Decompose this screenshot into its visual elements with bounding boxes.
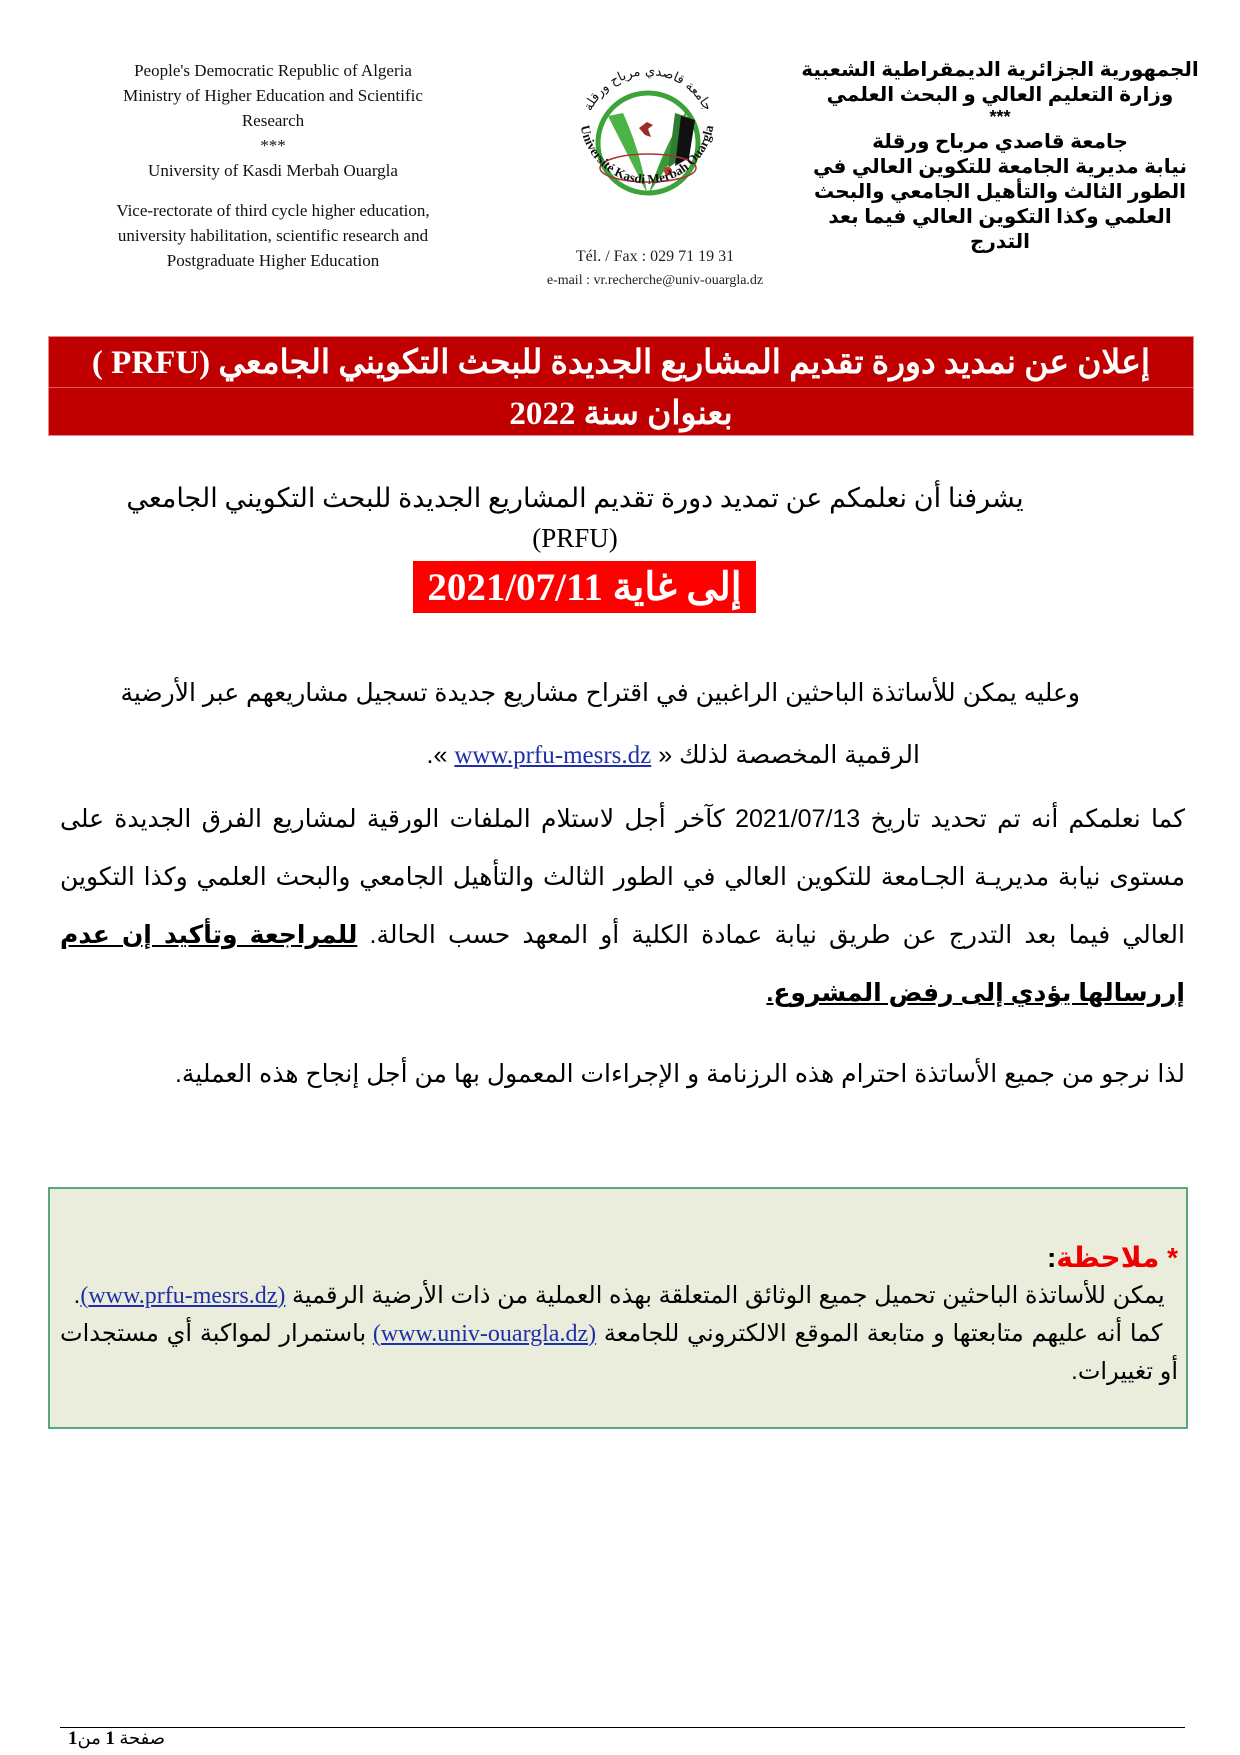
svg-text:Université Kasdi Merbah Ouargl: Université Kasdi Merbah Ouargla (577, 123, 717, 187)
page-number: صفحة 1 من1 (68, 1728, 166, 1749)
paragraph-paper-deadline (60, 790, 1185, 1022)
paragraph-warning: للمراجعة وتأكيد إن عدم إررسالها يؤدي إلى رفض المشروع. (60, 921, 1185, 1007)
note-university-link[interactable]: (www.univ-ouargla.dz) (372, 1321, 597, 1347)
paragraph-paper-deadline-text: كما نعلمكم أنه تم تحديد تاريخ 2021/07/13 كآخر أجل لاستلام الملفات الورقية لمشاريع الفرق الجديدة على مستوى نيابة مديريـة الجـامعة للتكوين العالي في الطور الثالث والتأهيل الجامعي والبحث العلمي وكذا التكوين العالي فيما بعد التدرج عن طريق نيابة عمادة الكلية أو المعهد حسب الحالة. (60, 805, 1185, 949)
announcement-title-line1: إعلان عن نمديد دورة تقديم المشاريع الجديدة للبحث التكويني الجامعي (PRFU ) (91, 345, 1151, 381)
department-en-1: Vice-rectorate of third cycle higher education, (116, 201, 430, 220)
university-name-en: University of Kasdi Merbah Ouargla (148, 161, 398, 180)
paragraph-request: لذا نرجو من جميع الأساتذة احترام هذه الرزنامة و الإجراءات المعمول بها من أجل إنجاح هذه العملية. (174, 1060, 1185, 1088)
deadline-badge: إلى غاية 2021/07/11 (413, 561, 756, 613)
paragraph-platform (75, 662, 1080, 787)
footer-divider (60, 1727, 1185, 1728)
university-logo (563, 58, 733, 218)
logo-emblem-icon (563, 58, 733, 218)
prfu-platform-link[interactable]: www.prfu-mesrs.dz (454, 742, 652, 769)
note-line1: يمكن للأساتذة الباحثين تحميل جميع الوثائق المتعلقة بهذه العملية من ذات الأرضية الرقمية (www.prfu-mesrs.dz). (73, 1282, 1165, 1309)
paragraph-platform-line2: الرقمية المخصصة لذلك « www.prfu-mesrs.dz ». (426, 741, 920, 769)
department-ar-3: العلمي وكذا التكوين العالي فيما بعد التدرج (828, 206, 1172, 253)
announcement-title-banner (48, 336, 1194, 436)
ministry-name-en-1: Ministry of Higher Education and Scientific (123, 86, 423, 105)
note-box (48, 1187, 1188, 1429)
department-en-2: university habilitation, scientific research and (117, 226, 429, 245)
note-title: * ملاحظة: (1046, 1242, 1178, 1273)
country-name-ar: الجمهورية الجزائرية الديمقراطية الشعبية (801, 59, 1199, 81)
department-ar-1: نيابة مديرية الجامعة للتكوين العالي في (813, 156, 1187, 178)
university-name-ar: جامعة قاصدي مرباح ورقلة (872, 131, 1128, 153)
separator-stars-ar: *** (989, 107, 1011, 127)
ministry-name-en-2: Research (241, 111, 305, 130)
country-name-en: People's Democratic Republic of Algeria (134, 61, 412, 80)
contact-info (505, 245, 805, 293)
email-address: e-mail : vr.recherche@univ-ouargla.dz (546, 273, 764, 288)
department-en-3: Postgraduate Higher Education (166, 251, 380, 270)
paragraph-platform-line1: وعليه يمكن للأساتذة الباحثين الراغبين في اقتراح مشاريع جديدة تسجيل مشاريعهم عبر الأرضية (120, 679, 1080, 707)
phone-fax: Tél. / Fax : 029 71 19 31 (575, 248, 735, 265)
note-body (60, 1239, 1178, 1391)
svg-text:جامعة قاصدي مرباح ورقلة: جامعة قاصدي مرباح ورقلة (580, 63, 715, 114)
header-arabic (800, 58, 1200, 255)
note-line2: كما أنه عليهم متابعتها و متابعة الموقع الالكتروني للجامعة (www.univ-ouargla.dz) باستمرار لمواكبة أي مستجدات أو تغييرات. (60, 1320, 1178, 1385)
department-ar-2: الطور الثالث والتأهيل الجامعي والبحث (814, 181, 1186, 203)
ministry-name-ar: وزارة التعليم العالي و البحث العلمي (826, 84, 1174, 106)
intro-text: يشرفنا أن نعلمكم عن تمديد دورة تقديم المشاريع الجديدة للبحث التكويني الجامعي (PRFU) (126, 483, 1024, 553)
announcement-title-line2: بعنوان سنة 2022 (49, 387, 1193, 438)
note-prfu-link[interactable]: (www.prfu-mesrs.dz) (80, 1283, 286, 1309)
header-english (78, 58, 468, 273)
separator-stars: *** (260, 136, 286, 155)
